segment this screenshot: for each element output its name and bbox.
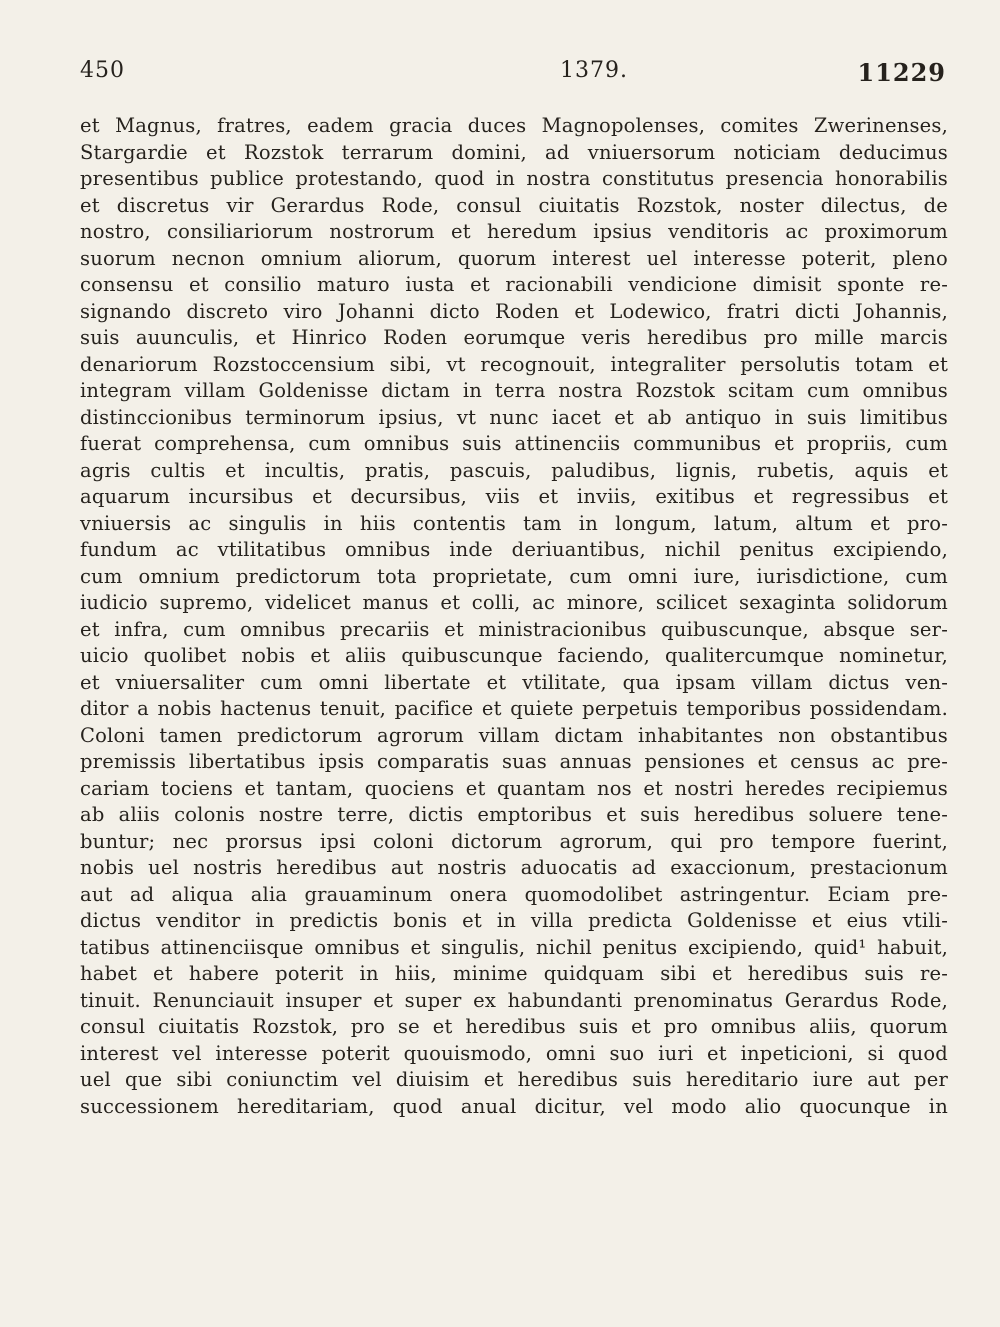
text-line: habet et habere poterit in hiis, minime quidquam sibi et heredibus suis re-: [80, 962, 948, 985]
text-line: consul ciuitatis Rozstok, pro se et heredibus suis et pro omnibus aliis, quorum: [80, 1015, 948, 1038]
text-line: iudicio supremo, videlicet manus et colli, ac minore, scilicet sexaginta solidorum: [80, 591, 948, 614]
text-line: nostro, consiliariorum nostrorum et heredum ipsius venditoris ac proximorum: [80, 220, 948, 243]
text-line: consensu et consilio maturo iusta et racionabili vendicione dimisit sponte re-: [80, 273, 948, 296]
text-line: suis auunculis, et Hinrico Roden eorumque veris heredibus pro mille marcis: [80, 326, 948, 349]
document-number: 11229: [857, 58, 946, 87]
text-line: cum omnium predictorum tota proprietate, cum omni iure, iurisdictione, cum: [80, 564, 948, 588]
text-line: uicio quolibet nobis et aliis quibuscunque faciendo, qualitercumque nominetur,: [80, 644, 948, 667]
text-line: et vniuersaliter cum omni libertate et vtilitate, qua ipsam villam dictus ven-: [80, 670, 948, 694]
text-line: interest vel interesse poterit quouismodo, omni suo iuri et inpeticioni, si quod: [80, 1041, 948, 1065]
text-line: buntur; nec prorsus ipsi coloni dictorum agrorum, qui pro tempore fuerint,: [80, 829, 948, 853]
year-heading: 1379.: [560, 58, 628, 83]
text-line: et infra, cum omnibus precariis et ministracionibus quibuscunque, absque ser-: [80, 617, 948, 641]
text-line: integram villam Goldenisse dictam in terra nostra Rozstok scitam cum omnibus: [80, 379, 948, 402]
text-line: agris cultis et incultis, pratis, pascuis, paludibus, lignis, rubetis, aquis et: [80, 458, 948, 482]
text-line: signando discreto viro Johanni dicto Roden et Lodewico, fratri dicti Johannis,: [80, 299, 948, 323]
text-line: fuerat comprehensa, cum omnibus suis attinenciis communibus et propriis, cum: [80, 432, 948, 455]
text-line: vniuersis ac singulis in hiis contentis tam in longum, latum, altum et pro-: [80, 511, 948, 535]
text-line: successionem hereditariam, quod anual dicitur, vel modo alio quocunque in: [80, 1094, 948, 1118]
text-line: uel que sibi coniunctim vel diuisim et heredibus suis hereditario iure aut per: [80, 1068, 948, 1091]
text-line: aquarum incursibus et decursibus, viis et inviis, exitibus et regressibus et: [80, 485, 948, 508]
text-line: denariorum Rozstoccensium sibi, vt recognouit, integraliter persolutis totam et: [80, 352, 948, 376]
text-line: distinccionibus terminorum ipsius, vt nunc iacet et ab antiquo in suis limitibus: [80, 405, 948, 429]
text-line: presentibus publice protestando, quod in nostra constitutus presencia honorabilis: [80, 167, 948, 190]
text-line: dictus venditor in predictis bonis et in villa predicta Goldenisse et eius vtili-: [80, 909, 948, 932]
text-line: nobis uel nostris heredibus aut nostris aduocatis ad exaccionum, prestacionum: [80, 856, 948, 879]
text-line: Coloni tamen predictorum agrorum villam dictam inhabitantes non obstantibus: [80, 723, 948, 747]
text-line: fundum ac vtilitatibus omnibus inde deriuantibus, nichil penitus excipiendo,: [80, 538, 948, 561]
text-line: tinuit. Renunciauit insuper et super ex habundanti prenominatus Gerardus Rode,: [80, 988, 948, 1012]
text-line: ab aliis colonis nostre terre, dictis emptoribus et suis heredibus soluere tene-: [80, 803, 948, 826]
text-line: aut ad aliqua alia grauaminum onera quomodolibet astringentur. Eciam pre-: [80, 882, 948, 906]
text-line: cariam tociens et tantam, quociens et quantam nos et nostri heredes recipiemus: [80, 776, 948, 800]
text-line: suorum necnon omnium aliorum, quorum interest uel interesse poterit, pleno: [80, 246, 948, 270]
text-line: tatibus attinenciisque omnibus et singulis, nichil penitus excipiendo, quid¹ habuit,: [80, 935, 948, 959]
text-line: ditor a nobis hactenus tenuit, pacifice et quiete perpetuis temporibus possidendam.: [80, 697, 948, 720]
body-text: [80, 113, 948, 1120]
text-line: premissis libertatibus ipsis comparatis suas annuas pensiones et census ac pre-: [80, 750, 948, 773]
text-line: et discretus vir Gerardus Rode, consul ciuitatis Rozstok, noster dilectus, de: [80, 193, 948, 217]
text-line: et Magnus, fratres, eadem gracia duces Magnopolenses, comites Zwerinenses,: [80, 114, 948, 137]
text-line: Stargardie et Rozstok terrarum domini, ad vniuersorum noticiam deducimus: [80, 140, 948, 164]
page-header: [80, 58, 946, 92]
page-number: 450: [80, 58, 125, 83]
